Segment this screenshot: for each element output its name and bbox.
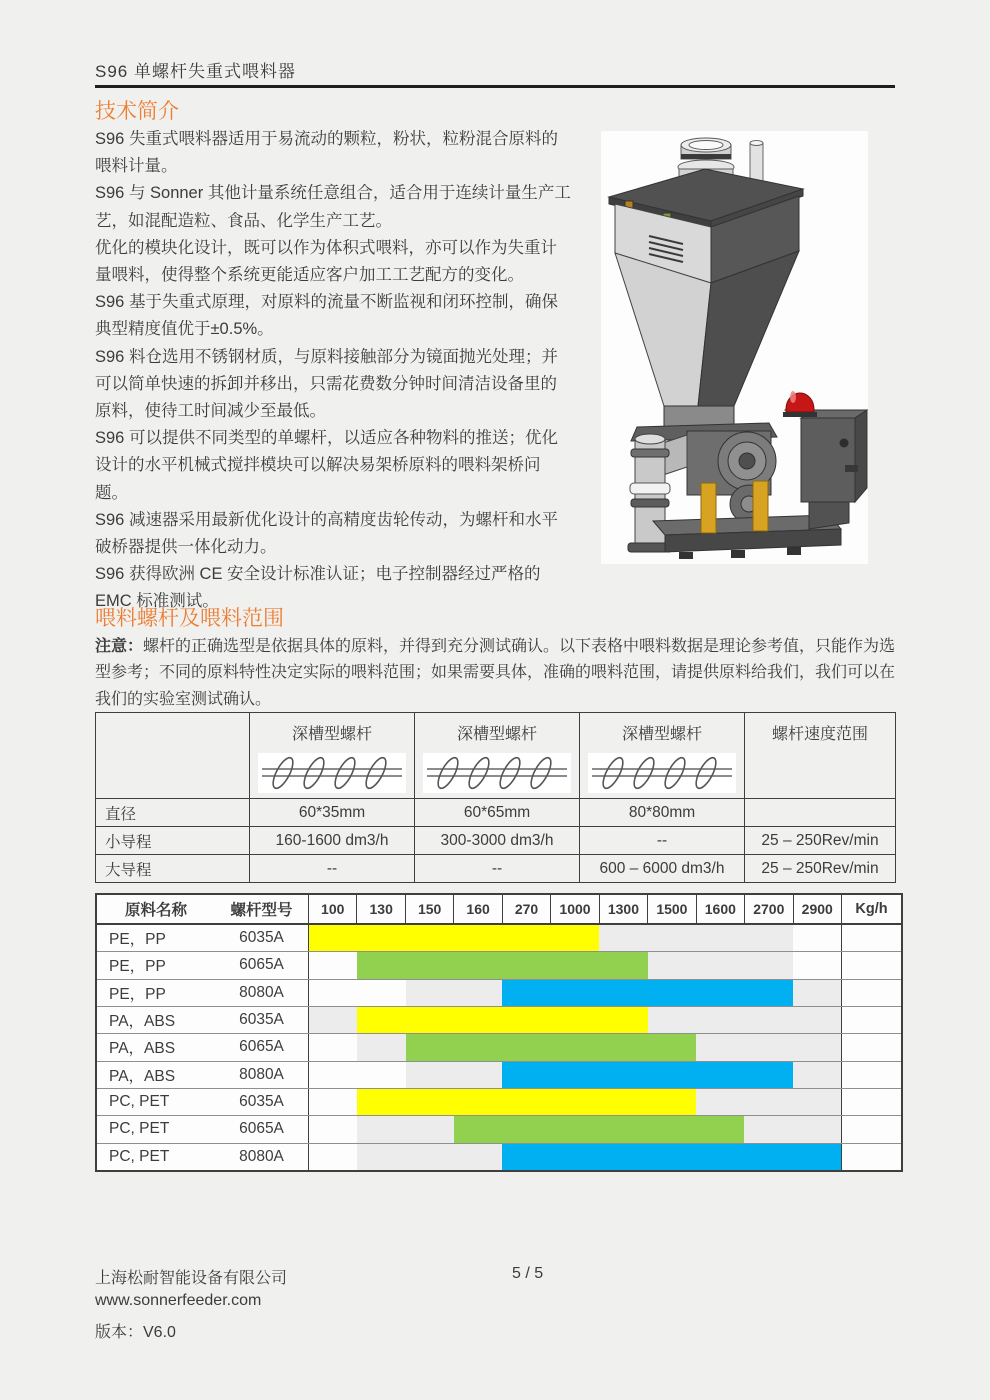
intro-paragraph: S96 减速器采用最新优化设计的高精度齿轮传动，为螺杆和水平破桥器提供一体化动力。 xyxy=(95,510,558,557)
spec-cell: 80*80mm xyxy=(580,799,745,827)
footer-page-number: 5 / 5 xyxy=(512,1265,544,1282)
spec-cell: 60*35mm xyxy=(250,799,415,827)
spec-cell xyxy=(745,799,896,827)
machine-figure xyxy=(601,131,868,564)
section-heading-feed-range: 喂料螺杆及喂料范围 xyxy=(95,607,284,630)
chart-model: 6065A xyxy=(239,1120,284,1138)
range-shade xyxy=(357,1144,502,1170)
range-bar xyxy=(502,1144,841,1170)
chart-unit-cell xyxy=(841,1144,901,1170)
chart-material: PE，PP xyxy=(109,931,166,949)
spec-cell: 25 – 250Rev/min xyxy=(745,855,896,883)
chart-tick-label: 1300 xyxy=(599,895,647,923)
chart-tick-label: 2700 xyxy=(744,895,792,923)
screw-icon xyxy=(258,753,406,793)
chart-model: 6065A xyxy=(239,956,284,974)
chart-unit-cell xyxy=(841,925,901,951)
spec-cell: 25 – 250Rev/min xyxy=(745,827,896,855)
spec-header-speed xyxy=(745,713,896,799)
range-shade xyxy=(648,1007,841,1033)
intro-paragraph: S96 可以提供不同类型的单螺杆，以适应各种物料的推送；优化设计的水平机械式搅拌模块可以解决易架桥原料的喂料架桥问题。 xyxy=(95,429,558,502)
range-shade xyxy=(793,1062,841,1088)
chart-header-ticks xyxy=(308,895,841,923)
chart-material: PE，PP xyxy=(109,985,166,1003)
spec-cell: 60*65mm xyxy=(415,799,580,827)
footer-website: www.sonnerfeeder.com xyxy=(95,1292,262,1309)
chart-header-unit: Kg/h xyxy=(841,895,901,923)
chart-tick-label: 100 xyxy=(321,901,345,917)
chart-model: 8080A xyxy=(239,1147,284,1165)
screw-icon-wrap xyxy=(415,753,579,798)
chart-row xyxy=(97,925,901,952)
range-bar xyxy=(357,1007,647,1033)
range-shade xyxy=(793,980,841,1006)
chart-material: PC, PET xyxy=(109,1093,170,1111)
screw-icon xyxy=(588,753,736,793)
chart-model: 8080A xyxy=(239,1065,284,1083)
range-shade xyxy=(599,925,792,951)
intro-paragraph: S96 失重式喂料器适用于易流动的颗粒，粉状，粒粉混合原料的喂料计量。 xyxy=(95,130,558,176)
chart-bar-area xyxy=(308,980,841,1006)
range-bar xyxy=(502,1062,792,1088)
chart-unit-cell xyxy=(841,1007,901,1033)
intro-paragraph: S96 获得欧洲 CE 安全设计标准认证；电子控制器经过严格的 EMC 标准测试。 xyxy=(95,565,541,611)
range-bar xyxy=(454,1116,744,1142)
screw-icon-wrap xyxy=(580,753,744,798)
spec-header-screw xyxy=(250,713,415,799)
chart-unit-cell xyxy=(841,1116,901,1142)
chart-bar-area xyxy=(308,1062,841,1088)
spec-header-label: 深槽型螺杆 xyxy=(456,726,537,743)
chart-bar-area xyxy=(308,925,841,951)
footer-company: 上海松耐智能设备有限公司 xyxy=(95,1270,288,1287)
chart-header-model: 螺杆型号 xyxy=(230,902,293,919)
chart-tick-label: 1600 xyxy=(696,895,744,923)
range-bar xyxy=(502,980,792,1006)
chart-model: 6035A xyxy=(239,1011,284,1029)
chart-header-material: 原料名称 xyxy=(124,902,187,919)
header-divider xyxy=(95,85,895,88)
spec-row-label: 大导程 xyxy=(96,855,250,883)
range-shade xyxy=(744,1116,841,1142)
chart-row xyxy=(97,1007,901,1034)
range-shade xyxy=(696,1089,841,1115)
intro-paragraph: 优化的模块化设计，既可以作为体积式喂料，亦可以作为失重计量喂料，使得整个系统更能适应客户加工工艺配方的变化。 xyxy=(95,238,557,285)
chart-bar-area xyxy=(308,1007,841,1033)
chart-material: PC, PET xyxy=(109,1120,170,1138)
chart-unit-cell xyxy=(841,1062,901,1088)
note-paragraph xyxy=(95,634,899,713)
spec-header-screw xyxy=(415,713,580,799)
range-shade xyxy=(357,1116,454,1142)
spec-header-label: 螺杆速度范围 xyxy=(771,726,868,743)
spec-header-empty xyxy=(96,713,250,799)
chart-material: PA，ABS xyxy=(109,1013,176,1031)
spec-row-label: 小导程 xyxy=(96,827,250,855)
intro-paragraphs xyxy=(95,126,571,616)
chart-row xyxy=(97,1089,901,1116)
note-text: 螺杆的正确选型是依据具体的原料，并得到充分测试确认。以下表格中喂料数据是理论参考值，只能作为选型参考；不同的原料特性决定实际的喂料范围；如果需要具体，准确的喂料范围，请提供原料给我们，我们可以在我们的实验室测试确认。 xyxy=(95,638,896,708)
chart-material: PA，ABS xyxy=(109,1067,176,1085)
chart-model: 6065A xyxy=(239,1038,284,1056)
page-title: S96 单螺杆失重式喂料器 xyxy=(95,62,296,81)
chart-material: PA，ABS xyxy=(109,1040,176,1058)
chart-row xyxy=(97,1144,901,1170)
screw-spec-table xyxy=(95,712,896,883)
chart-tick-label: 160 xyxy=(453,895,501,923)
chart-unit-cell xyxy=(841,1089,901,1115)
chart-header-row xyxy=(97,895,901,925)
chart-tick-label: 150 xyxy=(405,895,453,923)
range-shade xyxy=(406,1062,503,1088)
range-bar xyxy=(357,1089,696,1115)
spec-header-label: 深槽型螺杆 xyxy=(291,726,372,743)
chart-bar-area xyxy=(308,1034,841,1060)
range-bar xyxy=(357,952,647,978)
spec-cell: 300-3000 dm3/h xyxy=(415,827,580,855)
spec-cell: 160-1600 dm3/h xyxy=(250,827,415,855)
spec-header-screw xyxy=(580,713,745,799)
range-shade xyxy=(309,1007,357,1033)
range-shade xyxy=(648,952,793,978)
spec-header-row xyxy=(96,713,896,799)
chart-bar-area xyxy=(308,952,841,978)
chart-tick-label: 130 xyxy=(356,895,404,923)
chart-row xyxy=(97,1116,901,1143)
section-heading-tech-intro: 技术简介 xyxy=(95,100,179,123)
spec-cell: -- xyxy=(250,855,415,883)
note-prefix: 注意： xyxy=(95,638,144,655)
spec-header-label: 深槽型螺杆 xyxy=(621,726,702,743)
screw-icon xyxy=(423,753,571,793)
range-shade xyxy=(406,980,503,1006)
chart-row xyxy=(97,952,901,979)
chart-row xyxy=(97,980,901,1007)
chart-row xyxy=(97,1062,901,1089)
intro-paragraph: S96 基于失重式原理，对原料的流量不断监视和闭环控制，确保典型精度值优于±0.5%。 xyxy=(95,293,558,339)
chart-bar-area xyxy=(308,1144,841,1170)
footer-version: 版本：V6.0 xyxy=(95,1324,176,1341)
chart-unit-cell xyxy=(841,980,901,1006)
range-shade xyxy=(696,1034,841,1060)
feeder-machine-illustration xyxy=(601,131,868,564)
spec-row-label: 直径 xyxy=(96,799,250,827)
chart-tick-label: 1500 xyxy=(647,895,695,923)
chart-material: PE，PP xyxy=(109,958,166,976)
spec-row xyxy=(96,799,896,827)
chart-unit-cell xyxy=(841,1034,901,1060)
range-bar xyxy=(309,925,599,951)
chart-unit-cell xyxy=(841,952,901,978)
intro-paragraph: S96 料仓选用不锈钢材质，与原料接触部分为镜面抛光处理；并可以简单快速的拆卸并移出，只需花费数分钟时间清洁设备里的原料，使待工时间减少至最低。 xyxy=(95,347,558,421)
chart-bar-area xyxy=(308,1116,841,1142)
chart-tick-label: 270 xyxy=(502,895,550,923)
chart-material: PC, PET xyxy=(109,1147,170,1165)
chart-tick-label: 1000 xyxy=(550,895,598,923)
chart-bar-area xyxy=(308,1089,841,1115)
spec-row xyxy=(96,855,896,883)
chart-tick-label: 2900 xyxy=(793,895,841,923)
spec-cell: 600 – 6000 dm3/h xyxy=(580,855,745,883)
screw-icon-wrap xyxy=(250,753,414,798)
chart-model: 6035A xyxy=(239,1093,284,1111)
chart-body xyxy=(97,925,901,1170)
chart-model: 8080A xyxy=(239,983,284,1001)
spec-row xyxy=(96,827,896,855)
chart-model: 6035A xyxy=(239,929,284,947)
feed-range-chart xyxy=(95,893,903,1172)
spec-cell: -- xyxy=(580,827,745,855)
intro-paragraph: S96 与 Sonner 其他计量系统任意组合，适合用于连续计量生产工艺，如混配造粒、食品、化学生产工艺。 xyxy=(95,184,571,230)
spec-cell: -- xyxy=(415,855,580,883)
range-bar xyxy=(406,1034,696,1060)
chart-row xyxy=(97,1034,901,1061)
range-shade xyxy=(357,1034,405,1060)
